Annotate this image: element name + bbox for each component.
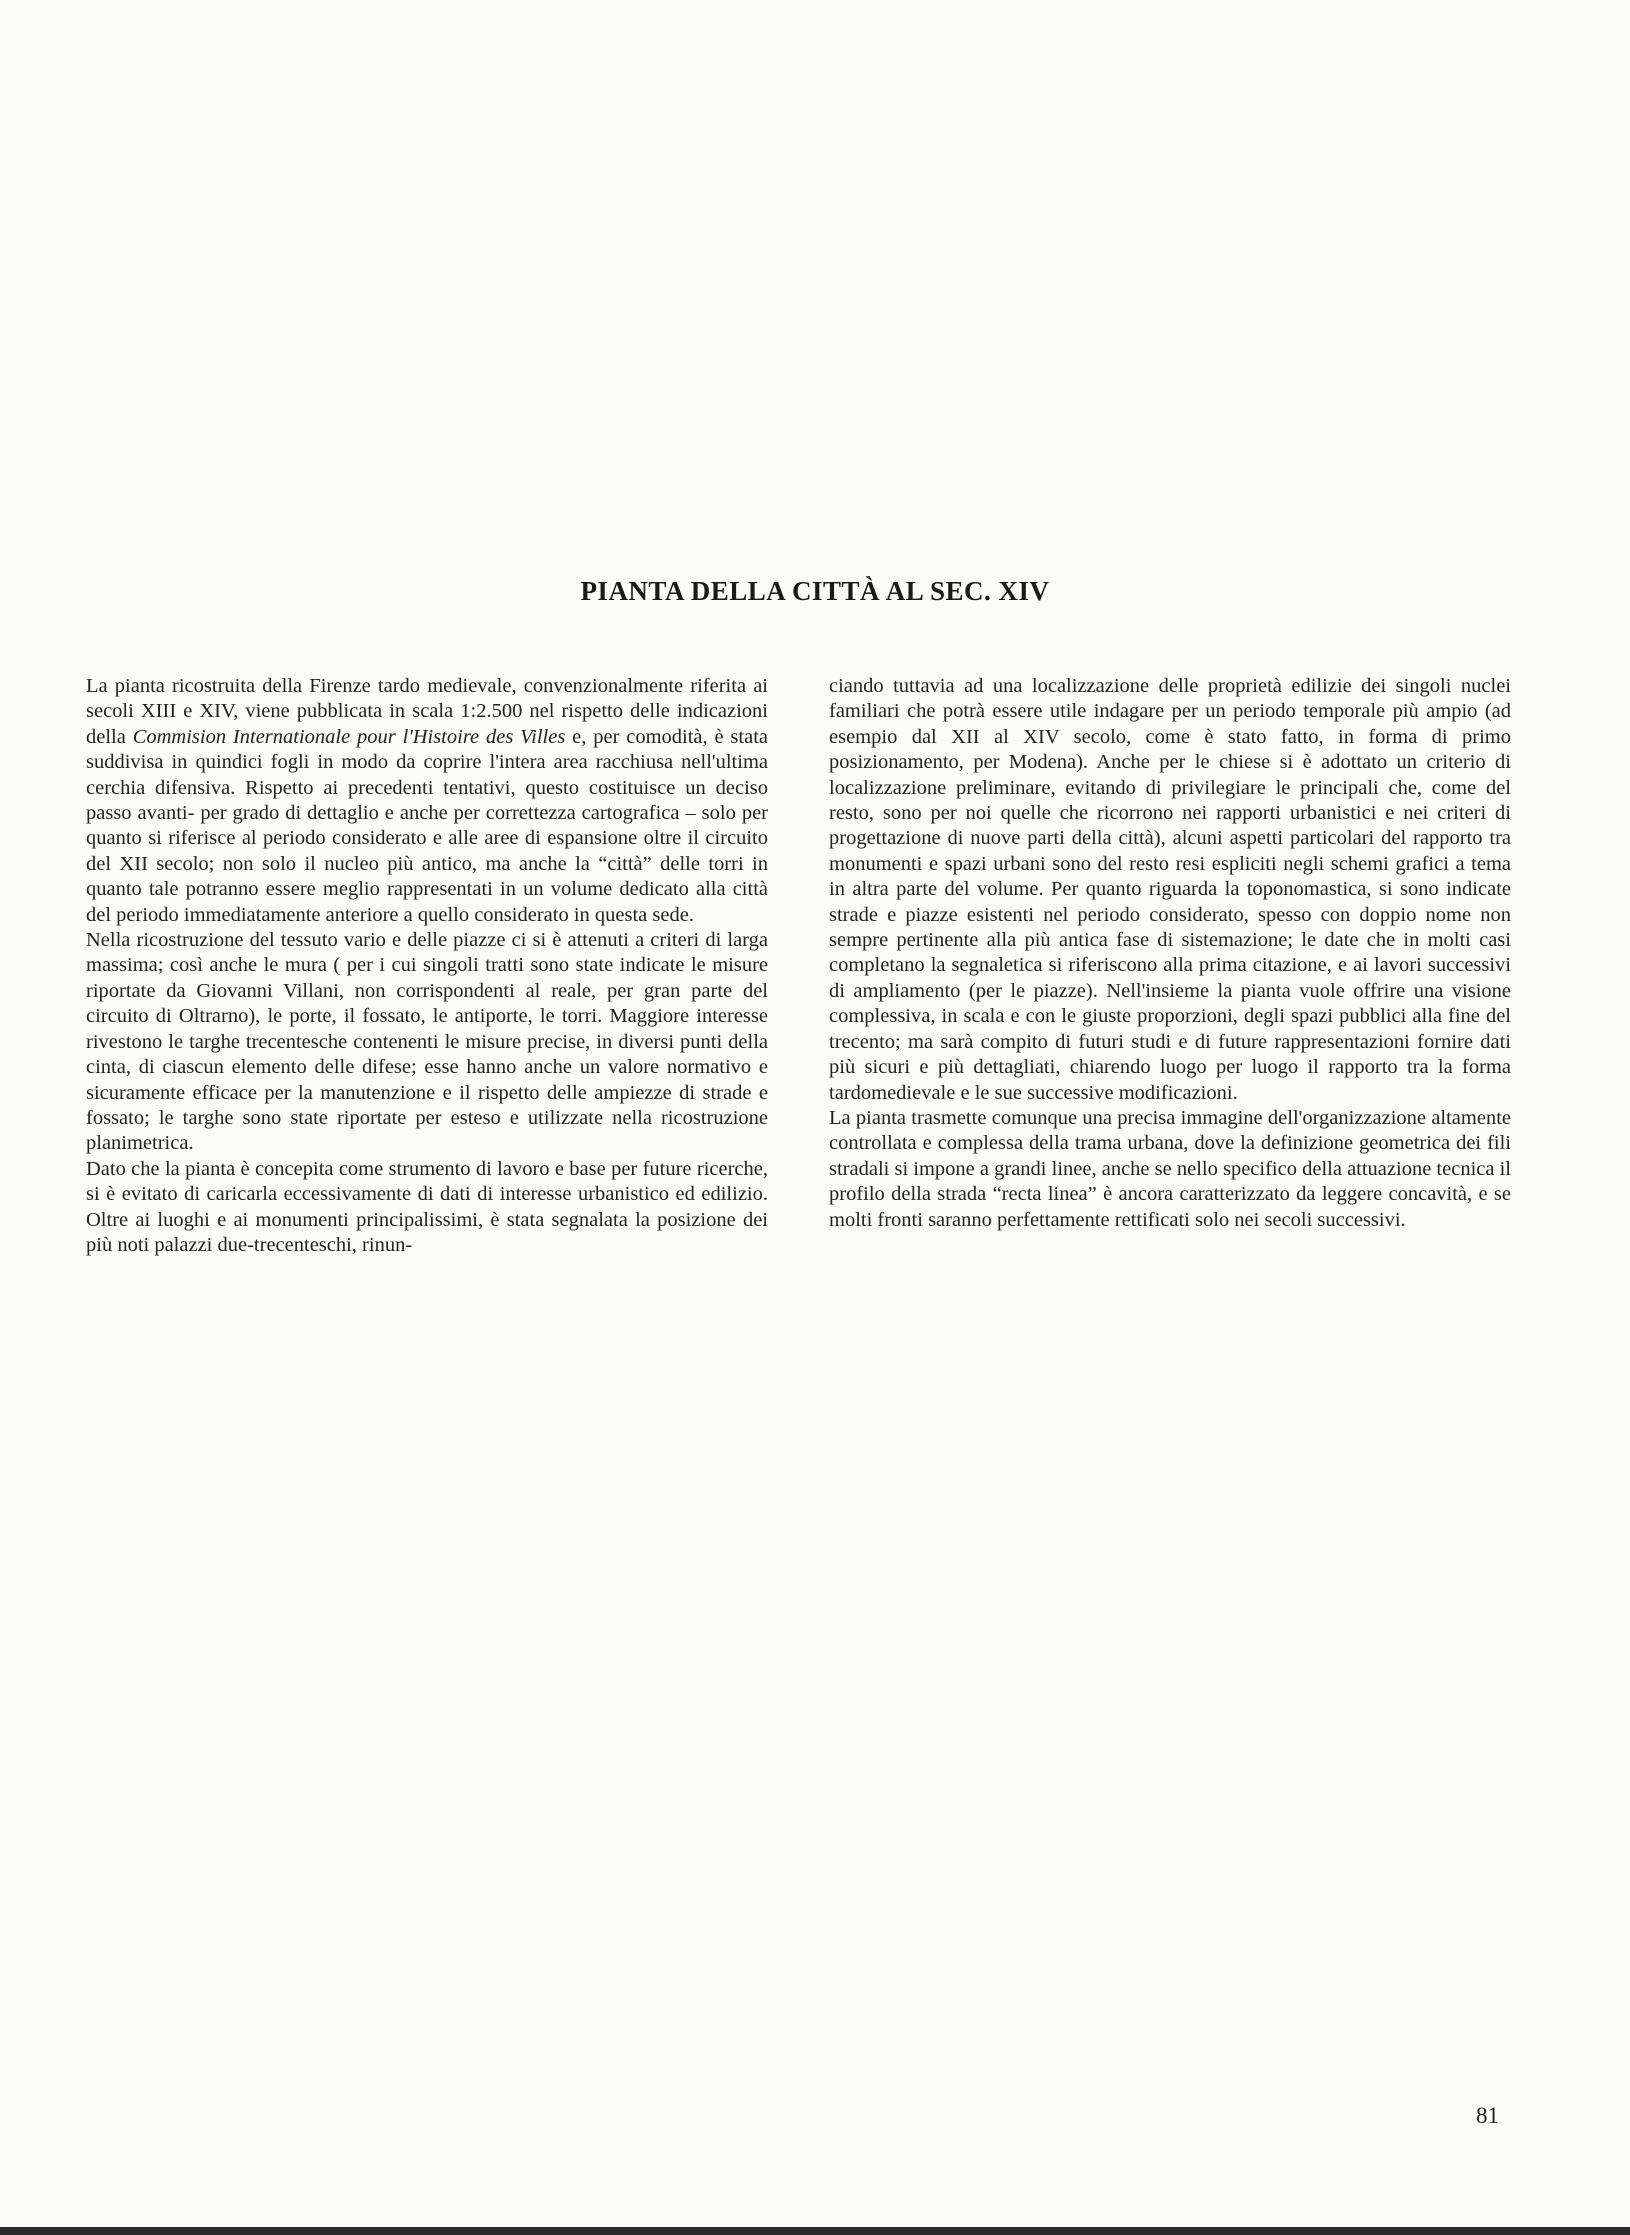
commission-title: Commision Internationale pour l'Histoire des Villes xyxy=(132,725,566,748)
paragraph-conclusion: La pianta trasmette comunque una precisa immagine dell'organizzazione altamente controllata e complessa della trama urbana, dove la definizione geometrica dei fili stradali si impone a grandi linee, anche se nello specifico della attuazione tecnica il profilo della strada “recta linea” è ancora caratterizzato da leggere concavità, e se molti fronti saranno perfettamente rettificati solo nei secoli successivi. xyxy=(829,1106,1511,1231)
paragraph-intro-continuation: e, per comodità, è stata suddivisa in quindici fogli in modo da coprire l'intera area racchiusa nell'ultima cerchia difensiva. Rispetto ai precedenti tentativi, questo costituisce un deciso passo avanti- per grado di dettaglio e anche per correttezza cartografica – solo per quanto si riferisce al periodo considerato e alle aree di espansione oltre il circuito del XII secolo; non solo il nucleo più antico, ma anche la “città” delle torri in quanto tale potranno essere meglio rappresentati in un volume dedicato alla città del periodo immediatamente anteriore a quello considerato in questa sede. xyxy=(86,725,768,926)
page-title: PIANTA DELLA CITTÀ AL SEC. XIV xyxy=(580,576,1050,607)
paragraph-intro xyxy=(86,674,768,928)
paragraph-localization: ciando tuttavia ad una localizzazione delle proprietà edilizie dei singoli nuclei familiari che potrà essere utile indagare per un periodo temporale più ampio (ad esempio dal XII al XIV secolo, come è stato fatto, in forma di primo posizionamento, per Modena). Anche per le chiese si è adottato un criterio di localizzazione preliminare, evitando di privilegiare le principali che, come del resto, sono per noi quelle che ricorrono nei rapporti urbanistici e nei criteri di progettazione di nuove parti della città), alcuni aspetti particolari del rapporto tra monumenti e spazi urbani sono del resto resi espliciti negli schemi grafici a tema in altra parte del volume. Per quanto riguarda la toponomastica, si sono indicate strade e piazze esistenti nel periodo considerato, spesso con doppio nome non sempre pertinente alla più antica fase di sistemazione; le date che in molti casi completano la segnaletica si riferiscono alla prima citazione, e ai lavori successivi di ampliamento (per le piazze). Nell'insieme la pianta vuole offrire una visione complessiva, in scala e con le giuste proporzioni, degli spazi pubblici alla fine del trecento; ma sarà compito di futuri studi e di future rappresentazioni fornire dati più sicuri e più dettagliati, chiarendo luogo per luogo il rapporto tra la forma tardomedievale e le sue successive modificazioni. xyxy=(829,675,1511,1104)
page-bottom-edge xyxy=(0,2227,1630,2235)
page-number: 81 xyxy=(1476,2103,1499,2128)
paragraph-reconstruction: Nella ricostruzione del tessuto vario e delle piazze ci si è attenuti a criteri di larga massima; così anche le mura ( per i cui singoli tratti sono state indicate le misure riportate da Giovanni Villani, non corrispondenti al reale, per gran parte del circuito di Oltrarno), le porte, il fossato, le antiporte, le torri. Maggiore interesse rivestono le targhe trecentesche contenenti le misure precise, in diversi punti della cinta, di ciascun elemento delle difese; esse hanno anche un valore normativo e sicuramente efficace per la manutenzione e il rispetto delle ampiezze di strade e fossato; le targhe sono state riportate per esteso e utilizzate nella ricostruzione planimetrica. xyxy=(86,929,768,1155)
paragraph-work-tool: Dato che la pianta è concepita come strumento di lavoro e base per future ricerche, si è evitato di caricarla eccessivamente di dati di interesse urbanistico ed edilizio. Oltre ai luoghi e ai monumenti principalissimi, è stata segnalata la posizione dei più noti palazzi due-trecenteschi, rinun- xyxy=(86,1157,768,1256)
text-column-left xyxy=(86,674,768,1258)
paragraph-intro-text: La pianta ricostruita della Firenze tardo medievale, convenzionalmente riferita ai secoli XIII e XIV, viene pubblicata in scala 1:2.500 nel rispetto delle indicazioni della xyxy=(86,675,768,748)
text-column-right xyxy=(829,674,1511,1233)
